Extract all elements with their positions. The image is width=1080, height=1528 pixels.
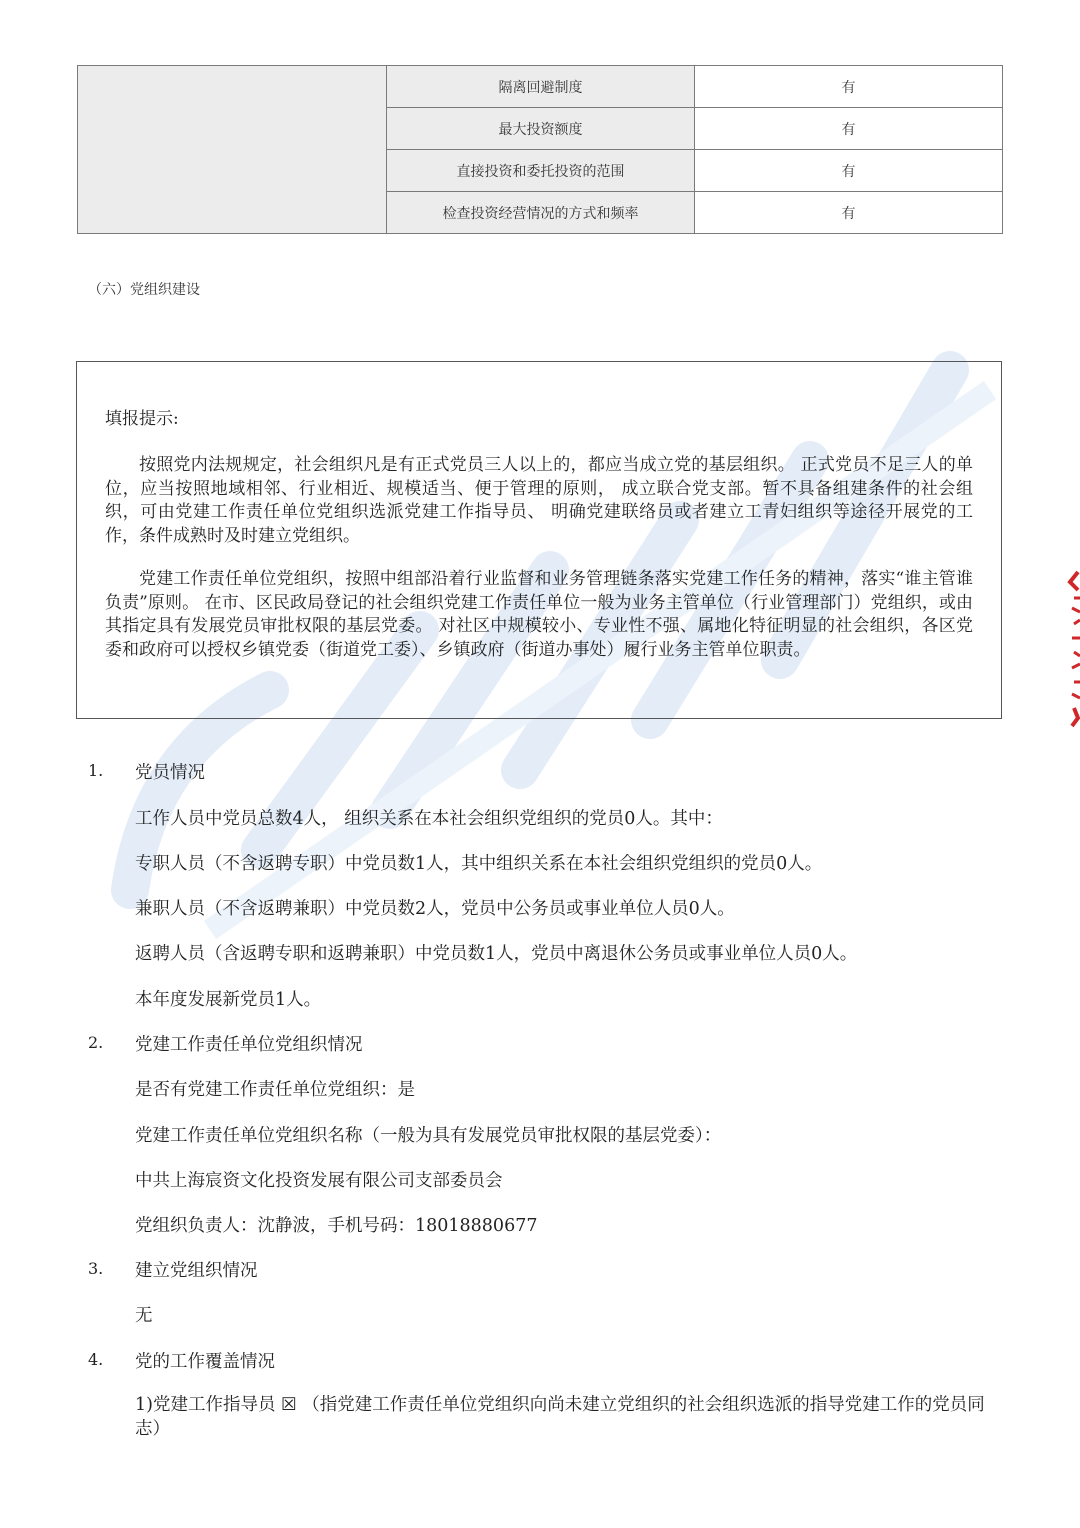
section-heading: 建立党组织情况 <box>135 1261 258 1281</box>
hint-box <box>76 361 1002 719</box>
hint-title: 填报提示: <box>105 409 179 429</box>
merged-blank-cell <box>78 66 387 234</box>
text-line: 党组织负责人：沈静波，手机号码：18018880677 <box>135 1216 538 1236</box>
table-cell-item: 隔离回避制度 <box>387 66 695 108</box>
section-heading: 党员情况 <box>135 763 205 783</box>
section-number: 3. <box>88 1259 104 1278</box>
section-number: 2. <box>88 1033 104 1052</box>
table-cell-item: 最大投资额度 <box>387 108 695 150</box>
table-cell-value: 有 <box>695 150 1003 192</box>
text-line: 工作人员中党员总数4人， 组织关系在本社会组织党组织的党员0人。其中： <box>135 809 723 829</box>
table-row <box>78 66 1003 108</box>
text-line: 兼职人员（不含返聘兼职）中党员数2人，党员中公务员或事业单位人员0人。 <box>135 899 735 919</box>
text-line: 党建工作责任单位党组织名称（一般为具有发展党员审批权限的基层党委）： <box>135 1126 722 1146</box>
table-cell-item: 检查投资经营情况的方式和频率 <box>387 192 695 234</box>
section-number: 4. <box>88 1350 104 1369</box>
hint-paragraph: 按照党内法规规定，社会组织凡是有正式党员三人以上的，都应当成立党的基层组织。 正式党员不足三人的单位，应当按照地域相邻、行业相近、规模适当、便于管理的原则， 成立联合党支部。暂不具备组建条件的社会组织，可由党建工作责任单位党组织选派党建工作指导员、 明确党建联络员或者建立工青妇组织等途径开展党的工作，条件成熟时及时建立党组织。 <box>105 455 973 546</box>
table-cell-value: 有 <box>695 108 1003 150</box>
section-heading: 党的工作覆盖情况 <box>135 1352 275 1372</box>
text-line: 1)党建工作指导员 ☒ （指党建工作责任单位党组织向尚未建立党组织的社会组织选派的指导党建工作的党员同志） <box>135 1395 985 1439</box>
section-title: （六）党组织建设 <box>88 282 200 298</box>
investment-policy-table <box>77 65 1003 234</box>
table-cell-value: 有 <box>695 66 1003 108</box>
hint-paragraph: 党建工作责任单位党组织，按照中组部沿着行业监督和业务管理链条落实党建工作任务的精神，落实“谁主管谁负责”原则。 在市、区民政局登记的社会组织党建工作责任单位一般为业务主管单位（行业管理部门）党组织，或由其指定具有发展党员审批权限的基层党委。 对社区中规模较小、专业性不强、属地化特征明显的社会组织，各区党委和政府可以授权乡镇党委（街道党工委）、乡镇政府（街道办事处）履行业务主管单位职责。 <box>105 569 973 660</box>
text-line: 无 <box>135 1306 153 1326</box>
section-number: 1. <box>88 761 104 780</box>
table-cell-value: 有 <box>695 192 1003 234</box>
section-heading: 党建工作责任单位党组织情况 <box>135 1035 363 1055</box>
table-cell-item: 直接投资和委托投资的范围 <box>387 150 695 192</box>
text-line: 返聘人员（含返聘专职和返聘兼职）中党员数1人，党员中离退休公务员或事业单位人员0人。 <box>135 944 858 964</box>
text-line: 是否有党建工作责任单位党组织：是 <box>135 1080 415 1100</box>
red-stamp-fragment <box>1066 568 1080 728</box>
text-line: 本年度发展新党员1人。 <box>135 990 322 1010</box>
text-line: 中共上海宸资文化投资发展有限公司支部委员会 <box>135 1171 503 1191</box>
text-line: 专职人员（不含返聘专职）中党员数1人，其中组织关系在本社会组织党组织的党员0人。 <box>135 854 823 874</box>
